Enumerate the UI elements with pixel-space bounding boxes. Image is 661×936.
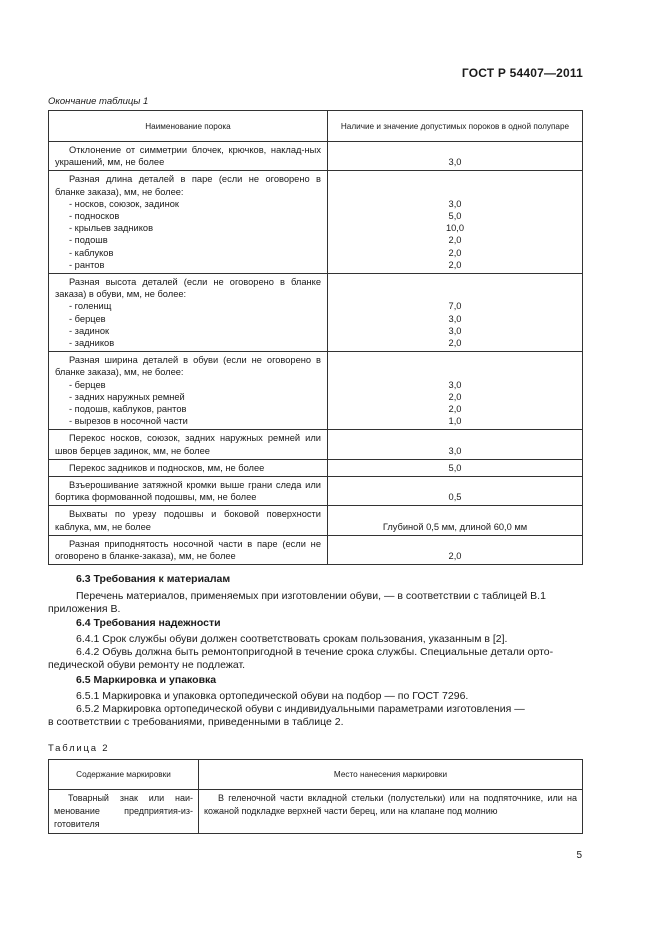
defect-value: 10,0 bbox=[445, 223, 465, 234]
defect-name: Перекос задников и подносков, мм, не более bbox=[49, 459, 328, 476]
defect-subitem: - задников bbox=[69, 338, 115, 349]
defect-value: 1,0 bbox=[448, 416, 462, 427]
table1-header-value: Наличие и значение допустимых пороков в одной полупаре bbox=[328, 111, 583, 142]
defect-value: 7,0 bbox=[448, 301, 462, 312]
defect-name: Выхваты по урезу подошвы и боковой поверхности каблука, мм, не более bbox=[49, 506, 328, 535]
section-6-4-2-line-1: 6.4.2 Обувь должна быть ремонтопригодной в течение срока службы. Специальные детали орто- bbox=[76, 646, 554, 658]
defect-subitem: - подошв bbox=[69, 235, 108, 246]
defect-subitem: - крыльев задников bbox=[69, 223, 154, 234]
section-6-3-text-line-1: Перечень материалов, применяемых при изготовлении обуви, — в соответствии с таблицей В.1 bbox=[76, 590, 546, 602]
table2-header-content: Содержание маркировки bbox=[49, 760, 199, 790]
defect-name: Перекос носков, союзок, задних наружных ремней или швов берцев задинок, мм, не более bbox=[49, 430, 328, 459]
defect-value: 2,0 bbox=[448, 551, 462, 562]
table-row bbox=[49, 535, 583, 564]
section-6-4-title: 6.4 Требования надежности bbox=[76, 617, 221, 629]
defect-value: Глубиной 0,5 мм, длиной 60,0 мм bbox=[382, 521, 528, 532]
defect-subitem: - берцев bbox=[69, 313, 106, 324]
section-6-4-1: 6.4.1 Срок службы обуви должен соответствовать срокам пользования, указанным в [2]. bbox=[76, 633, 508, 645]
table-row bbox=[49, 459, 583, 476]
defect-subitem: - голенищ bbox=[69, 301, 112, 312]
section-6-5-2-line-1: 6.5.2 Маркировка ортопедической обуви с индивидуальными параметрами изготовления — bbox=[76, 703, 525, 715]
defect-subitem: - задинок bbox=[69, 325, 110, 336]
defect-value: 2,0 bbox=[448, 404, 462, 415]
standard-code: ГОСТ Р 54407—2011 bbox=[461, 66, 583, 80]
section-6-3-text-line-2: приложения В. bbox=[48, 603, 121, 615]
table-row bbox=[49, 142, 583, 171]
defect-value: 3,0 bbox=[448, 325, 462, 336]
defect-subitem: - рантов bbox=[69, 259, 105, 270]
defect-subitem: - носков, союзок, задинок bbox=[69, 198, 179, 209]
defect-subitem: - подносков bbox=[69, 211, 120, 222]
defect-name: Разная высота деталей (если не оговорено в бланке заказа) в обуви, мм, не более: bbox=[55, 277, 321, 300]
defect-value: 3,0 bbox=[448, 157, 462, 168]
defect-subitem: - вырезов в носочной части bbox=[69, 416, 188, 427]
table-row bbox=[49, 274, 583, 352]
defect-value: 2,0 bbox=[448, 247, 462, 258]
defect-subitem: - задних наружных ремней bbox=[69, 391, 185, 402]
marking-table bbox=[48, 759, 583, 834]
defect-value: 3,0 bbox=[448, 198, 462, 209]
defect-value: 2,0 bbox=[448, 391, 462, 402]
defect-subitem: - каблуков bbox=[69, 247, 114, 258]
table2-caption: Таблица 2 bbox=[48, 743, 110, 754]
defect-value: 3,0 bbox=[448, 445, 462, 456]
defect-value: 5,0 bbox=[448, 211, 462, 222]
marking-location: В геленочной части вкладной стельки (полустельки) или на подпяточнике, или на кожаной подкладке верхней части берец, или на клапане под молнию bbox=[199, 790, 583, 834]
marking-content: Товарный знак или наи-менование предприятия-из-готовителя bbox=[49, 790, 199, 834]
defect-name: Разная приподнятость носочной части в паре (если не оговорено в бланке-заказа), мм, не более bbox=[49, 535, 328, 564]
table-row bbox=[49, 352, 583, 430]
table-row bbox=[49, 477, 583, 506]
defect-value: 2,0 bbox=[448, 338, 462, 349]
defect-name: Разная длина деталей в паре (если не оговорено в бланке заказа), мм, не более: bbox=[55, 174, 321, 197]
defect-value: 5,0 bbox=[448, 462, 462, 473]
defect-subitem: - подошв, каблуков, рантов bbox=[69, 404, 187, 415]
table-row bbox=[49, 790, 583, 834]
table1-caption: Окончание таблицы 1 bbox=[48, 96, 149, 107]
section-6-5-1: 6.5.1 Маркировка и упаковка ортопедической обуви на подбор — по ГОСТ 7296. bbox=[76, 690, 469, 702]
defect-value: 0,5 bbox=[448, 492, 462, 503]
table-row bbox=[49, 430, 583, 459]
defect-value: 3,0 bbox=[448, 379, 462, 390]
defect-name: Взъерошивание затяжной кромки выше грани следа или бортика формованной подошвы, мм, не более bbox=[49, 477, 328, 506]
defect-name: Отклонение от симметрии блочек, крючков, наклад-ных украшений, мм, не более bbox=[49, 142, 328, 171]
table-row bbox=[49, 506, 583, 535]
table1-header-name: Наименование порока bbox=[49, 111, 328, 142]
defect-value: 2,0 bbox=[448, 259, 462, 270]
defects-table bbox=[48, 110, 583, 565]
section-6-4-2-line-2: педической обуви ремонту не подлежат. bbox=[48, 659, 246, 671]
defect-value: 3,0 bbox=[448, 313, 462, 324]
section-6-3-title: 6.3 Требования к материалам bbox=[76, 573, 231, 585]
defect-subitem: - берцев bbox=[69, 379, 106, 390]
table-row bbox=[49, 171, 583, 274]
table2-header-location: Место нанесения маркировки bbox=[199, 760, 583, 790]
section-6-5-2-line-2: в соответствии с требованиями, приведенными в таблице 2. bbox=[48, 716, 344, 728]
defect-value: 2,0 bbox=[448, 235, 462, 246]
defect-name: Разная ширина деталей в обуви (если не оговорено в бланке заказа), мм, не более: bbox=[55, 355, 321, 378]
page-number: 5 bbox=[576, 850, 582, 861]
section-6-5-title: 6.5 Маркировка и упаковка bbox=[76, 674, 217, 686]
